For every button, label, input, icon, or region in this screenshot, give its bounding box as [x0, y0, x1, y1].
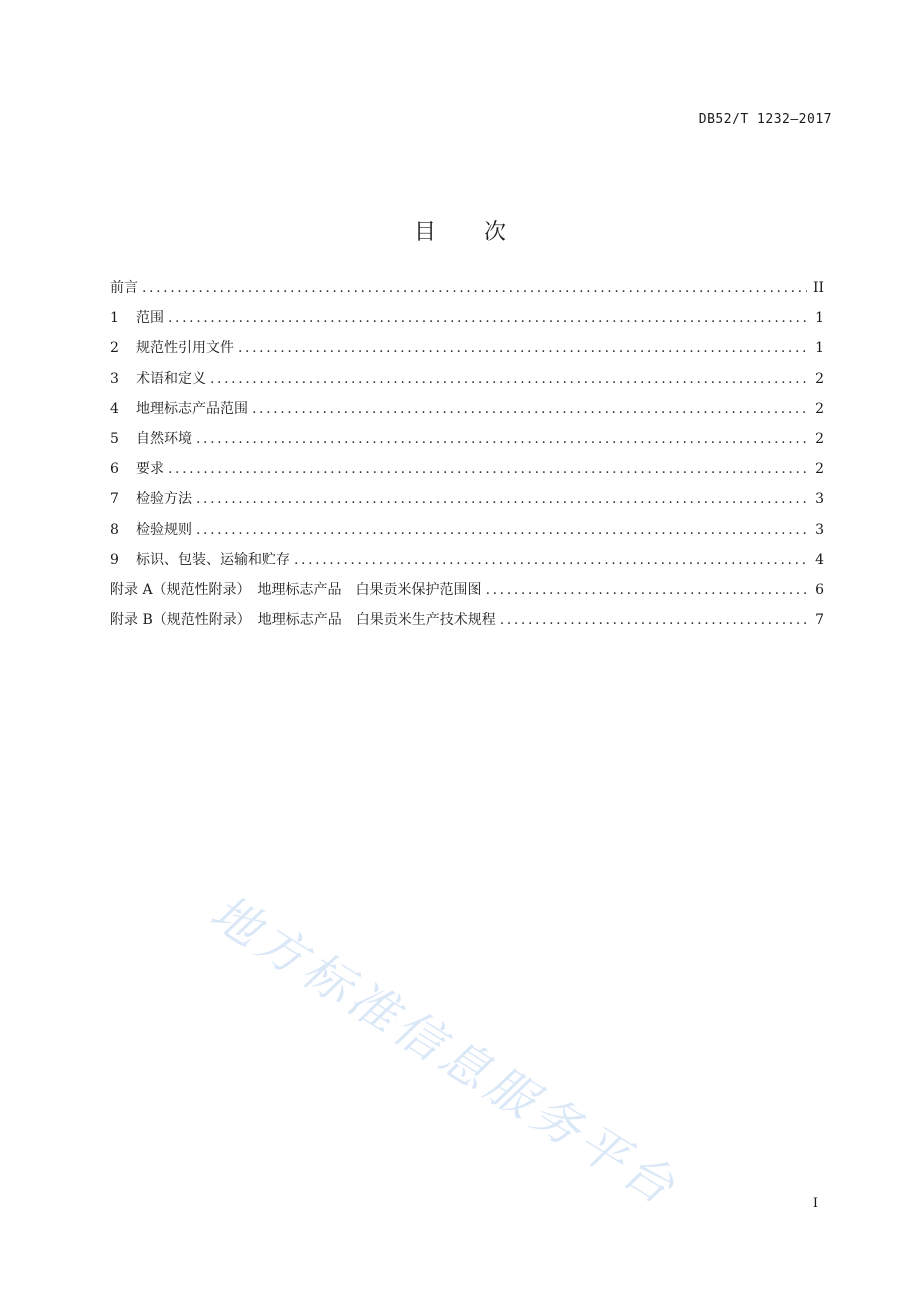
dot-leader	[196, 429, 808, 449]
toc-entry-label: 要求	[136, 461, 164, 478]
toc-entry-page: 2	[815, 430, 824, 447]
toc-entry-label: 前言	[110, 280, 138, 296]
toc-entry-label: 标识、包装、运输和贮存	[136, 551, 290, 568]
toc-entry-label: 检验方法	[136, 491, 192, 508]
toc-entry-9[interactable]	[110, 550, 824, 580]
table-of-contents	[110, 278, 824, 640]
toc-entry-number: 5	[110, 430, 119, 447]
toc-entry-number: 7	[110, 491, 119, 508]
toc-entry-page: 6	[815, 581, 824, 598]
dot-leader	[252, 399, 808, 419]
toc-entry-page: 2	[815, 370, 824, 387]
toc-entry-page: 3	[815, 521, 824, 538]
toc-entry-label: 范围	[136, 310, 164, 327]
toc-entry-page: 1	[815, 340, 824, 357]
standard-code: DB52/T 1232—2017	[698, 112, 832, 127]
toc-entry-page: 1	[815, 310, 824, 327]
toc-entry-preface[interactable]	[110, 278, 824, 308]
toc-entry-label: 术语和定义	[136, 370, 206, 387]
toc-entry-label: 附录 B（规范性附录） 地理标志产品 白果贡米生产技术规程	[110, 612, 496, 629]
toc-entry-label: 检验规则	[136, 521, 192, 538]
toc-entry-8[interactable]	[110, 520, 824, 550]
toc-entry-appendix-a[interactable]	[110, 580, 824, 610]
toc-entry-page: II	[812, 280, 824, 296]
toc-entry-page: 3	[815, 491, 824, 508]
toc-entry-label: 附录 A（规范性附录） 地理标志产品 白果贡米保护范围图	[110, 581, 482, 598]
toc-entry-appendix-b[interactable]	[110, 610, 824, 640]
page-number: I	[812, 1196, 818, 1211]
toc-entry-5[interactable]	[110, 429, 824, 459]
toc-entry-page: 4	[815, 551, 824, 568]
toc-entry-4[interactable]	[110, 399, 824, 429]
dot-leader	[196, 520, 808, 540]
dot-leader	[238, 338, 808, 358]
dot-leader	[294, 550, 808, 570]
toc-entry-label: 地理标志产品范围	[136, 400, 248, 417]
dot-leader	[168, 459, 808, 479]
dot-leader	[500, 610, 808, 630]
toc-entry-2[interactable]	[110, 338, 824, 368]
watermark: 地方标准信息服务平台	[200, 884, 689, 1218]
toc-entry-page: 2	[815, 400, 824, 417]
toc-entry-number: 2	[110, 340, 119, 357]
toc-entry-number: 1	[110, 310, 119, 327]
toc-entry-number: 9	[110, 551, 119, 568]
dot-leader	[486, 580, 808, 600]
toc-entry-7[interactable]	[110, 489, 824, 519]
toc-entry-number: 6	[110, 461, 119, 478]
toc-entry-page: 2	[815, 461, 824, 478]
toc-entry-number: 4	[110, 400, 119, 417]
dot-leader	[210, 369, 808, 389]
toc-entry-1[interactable]	[110, 308, 824, 338]
toc-entry-6[interactable]	[110, 459, 824, 489]
toc-entry-number: 3	[110, 370, 119, 387]
dot-leader	[142, 278, 807, 298]
toc-entry-label: 自然环境	[136, 430, 192, 447]
toc-entry-label: 规范性引用文件	[136, 340, 234, 357]
dot-leader	[196, 489, 808, 509]
dot-leader	[168, 308, 808, 328]
toc-entry-page: 7	[815, 612, 824, 629]
toc-entry-3[interactable]	[110, 369, 824, 399]
toc-entry-number: 8	[110, 521, 119, 538]
page-title: 目次	[413, 219, 554, 245]
